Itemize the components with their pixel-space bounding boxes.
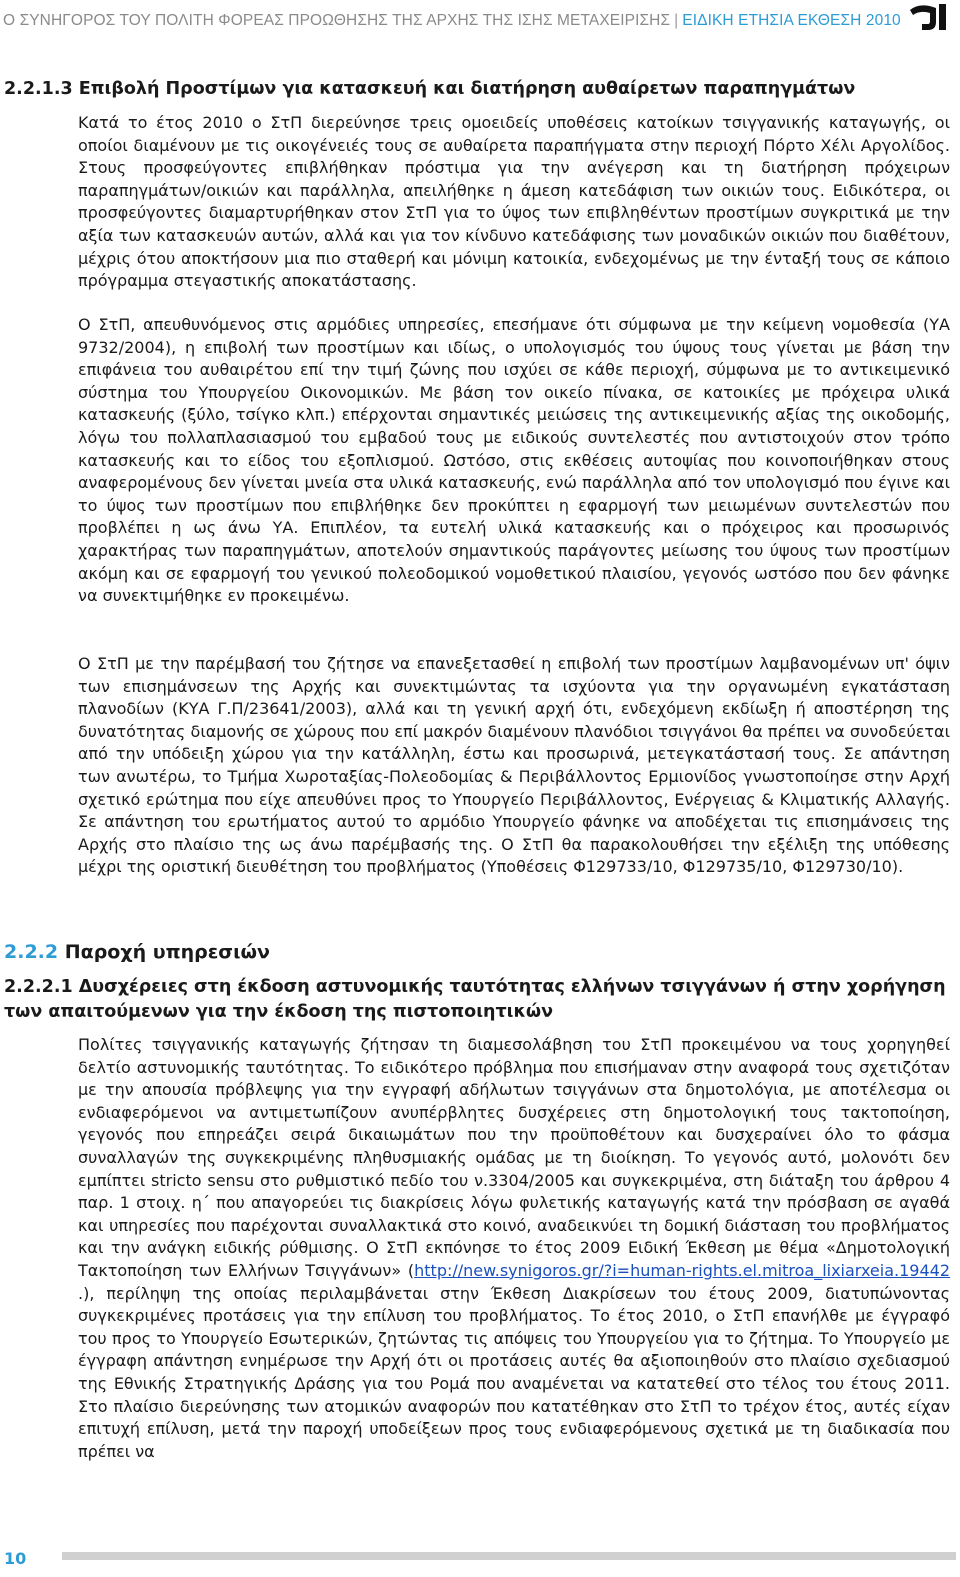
page-number: 10 — [4, 1549, 27, 1568]
paragraph-text — [78, 1034, 950, 1463]
paragraph-1 — [78, 112, 950, 293]
section-number: 2.2.2 — [4, 941, 59, 963]
text-after-link: .), περίληψη της οποίας περιλαμβάνεται στην Έκθεση Διακρίσεων του έτους 2009, διατυπώνοντας συγκεκριμένες προτάσεις για την επίλυση του προβλήματος. Το έτος 2010, ο ΣτΠ επανήλθε με έγγραφό του προς το Υπουργείο Εσωτερικών, ζητώντας τις απόψεις του Υπουργείου για το ζήτημα. Το Υπουργείο με έγγραφη απάντηση ενημέρωσε την Αρχή ότι οι προτάσεις αυτές θα αξιοποιηθούν στο πλαίσιο σχεδιασμού της Εθνικής Στρατηγικής Δράσης για του Ρομά που αναμένεται να κατατεθεί στο τέλος του έτους 2011. Στο πλαίσιο διερεύνησης των ατομικών αναφορών που κατατέθηκαν στο ΣτΠ το τρέχον έτος, αυτές είχαν επιτυχή επίλυση, μετά την παροχή υποδείξεων προς τους ενδιαφερόμενους σχετικά με τη διαδικασία που πρέπει να — [78, 1283, 950, 1461]
header-report-title: ΕΙΔΙΚΗ ΕΤΗΣΙΑ ΕΚΘΕΣΗ 2010 — [682, 12, 901, 29]
header-organization: Ο ΣΥΝΗΓΟΡΟΣ ΤΟΥ ΠΟΛΙΤΗ ΦΟΡΕΑΣ ΠΡΟΩΘΗΣΗΣ ΤΗΣ ΑΡΧΗΣ ΤΗΣ ΙΣΗΣ ΜΕΤΑΧΕΙΡΙΣΗΣ — [3, 12, 671, 29]
paragraph-text: Ο ΣτΠ, απευθυνόμενος στις αρμόδιες υπηρεσίες, επεσήμανε ότι σύμφωνα με την κείμενη νομοθεσία (ΥΑ 9732/2004), η επιβολή των προστίμων και ιδίως, ο υπολογισμός του ύψους τους γίνεται με βάση την επιφάνεια του αυθαιρέτου επί την τιμή ζώνης που ισχύει σε κάθε περιοχή, σύμφωνα με το αντικειμενικό σύστημα του Υπουργείου Οικονομικών. Με βάση τον οικείο πίνακα, σε κατοικίες με πρόχειρα υλικά κατασκευής (ξύλο, τσίγκο κλπ.) επέρχονται σημαντικές μειώσεις της αντικειμενικής αξίας της οικοδομής, λόγω του πολλαπλασιασμού του εμβαδού τους με ειδικούς συντελεστές που αντιστοιχούν στον τρόπο κατασκευής και το είδος του εξοπλισμού. Ωστόσο, στις εκθέσεις αυτοψίας που κοινοποιήθηκαν στους αναφερομένους δεν γίνεται μνεία στα υλικά κατασκευής, ενώ παράλληλα από τον υπολογισμό που έγινε και το ύψος των προστίμων που επιβλήθηκε δεν προκύπτει η εφαρμογή των μειωμένων συντελεστών που προβλέπει η ως άνω ΥΑ. Επιπλέον, τα ευτελή υλικά κατασκευής και ο πρόχειρος και προσωρινός χαρακτήρας των παραπηγμάτων, αποτελούν σημαντικούς παράγοντες μείωσης του ύψους των προστίμων ακόμη και σε εφαρμογή του γενικού πολεοδομικού νομοθετικού πλαισίου, γεγονός ωστόσο που δεν φάνηκε να συνεκτιμήθηκε εν προκειμένω. — [78, 315, 950, 606]
paragraph-text: Ο ΣτΠ με την παρέμβασή του ζήτησε να επανεξετασθεί η επιβολή των προστίμων λαμβανομένων υπ' όψιν των επισημάνσεων της Αρχής και συνεκτιμώντας τα ισχύοντα για την οργανωμένη εγκατάσταση πλανοδίων (ΚΥΑ Γ.Π/23641/2003), αλλά και τη γενική αρχή ότι, ενδεχόμενη εκδίωξη ή αποστέρηση της δυνατότητας διαμονής σε χώρους που επί μακρόν διαμένουν πλανόδιοι τσιγγάνοι θα πρέπει να συνοδεύεται από την υπόδειξη χώρου για την κατάλληλη, έστω και προσωρινά, μετεγκατάστασή τους. Σε απάντηση των ανωτέρω, το Τμήμα Χωροταξίας-Πολεοδομίας & Περιβάλλοντος Ερμιονίδος γνωστοποίησε στην Αρχή σχετικό ερώτημα που είχε απευθύνει προς το Υπουργείο Περιβάλλοντος, Ενέργειας & Κλιματικής Αλλαγής. Σε απάντηση του ερωτήματος αυτού το αρμόδιο Υπουργείο φάνηκε να αποδέχεται τις επισημάνσεις της Αρχής στο πλαίσιο της ως άνω παρέμβασής της. Ο ΣτΠ θα παρακολουθήσει την εξέλιξη της υπόθεσης μέχρι της οριστική διευθέτηση του προβλήματος (Υποθέσεις Φ129733/10, Φ129735/10, Φ129730/10). — [78, 654, 950, 877]
report-link[interactable]: http://new.synigoros.gr/?i=human-rights.el.mitroa_lixiarxeia.19442 — [414, 1260, 950, 1280]
footer-divider — [62, 1552, 956, 1560]
running-header — [3, 12, 903, 36]
paragraph-text: Κατά το έτος 2010 ο ΣτΠ διερεύνησε τρεις ομοειδείς υποθέσεις κατοίκων τσιγγανικής καταγωγής, οι οποίοι διαμένουν με τις οικογένειές τους σε αυθαίρετα παραπήγματα στην περιοχή Πόρτο Χέλι Αργολίδος. Στους προσφεύγοντες επιβλήθηκαν πρόστιμα για την ανέγερση και τη διατήρηση πρόχειρων παραπηγμάτων/οικιών και παράλληλα, απειλήθηκε η άμεση κατεδάφιση των οικιών τους. Ειδικότερα, οι προσφεύγοντες διαμαρτυρήθηκαν στον ΣτΠ για το ύψος των επιβληθέντων προστίμων συγκριτικά με την αξία των κατασκευών αυτών, αλλά και για τον κίνδυνο κατεδάφισης των μοναδικών οικιών που διαθέτουν, μέχρις ότου αποκτήσουν μια πιο σταθερή και μόνιμη κατοικία, ενδεχομένως με την ένταξή τους σε κάποιο πρόγραμμα στεγαστικής αποκατάστασης. — [78, 113, 950, 291]
ombudsman-logo-icon — [906, 2, 950, 32]
text-before-link: Πολίτες τσιγγανικής καταγωγής ζήτησαν τη διαμεσολάβηση του ΣτΠ προκειμένου να τους χορηγηθεί δελτίο αστυνομικής ταυτότητας. Το ειδικότερο πρόβλημα που επισήμαναν στην αναφορά τους σχετιζόταν με την απουσία πρόβλεψης για την εγγραφή αδήλωτων τσιγγάνων στα δημοτολόγια, με αποτέλεσμα οι ενδιαφερόμενοι να αντιμετωπίζουν ανυπέρβλητες δυσχέρειες στη δημοτολογική τους τακτοποίηση, γεγονός που επηρεάζει σειρά δικαιωμάτων που την προϋποθέτουν και δυσχεραίνει όλο το φάσμα συναλλαγών της συγκεκριμένης πληθυσμιακής ομάδας με τη διοίκηση. Το γεγονός αυτό, μολονότι δεν εμπίπτει stricto sensu στο ρυθμιστικό πεδίο του ν.3304/2005 και συγκεκριμένα, στη διάταξη του άρθρου 4 παρ. 1 στοιχ. η΄ που απαγορεύει τις διακρίσεις λόγω φυλετικής καταγωγής κατά την πρόσβαση σε αγαθά και υπηρεσίες που παρέχονται συναλλακτικά στο κοινό, αναδεικνύει τη δομική διάσταση του προβλήματος και την ανάγκη ειδικής ρύθμισης. Ο ΣτΠ εκπόνησε το έτος 2009 Ειδική Έκθεση με θέμα «Δημοτολογική Τακτοποίηση των Ελλήνων Τσιγγάνων» ( — [78, 1035, 950, 1280]
section-title: Παροχή υπηρεσιών — [64, 941, 270, 963]
section-heading-2-2-2-1: 2.2.2.1 Δυσχέρειες στη έκδοση αστυνομικής ταυτότητας ελλήνων τσιγγάνων ή στην χορήγηση των απαιτούμενων για την έκδοση της πιστοποιητικών — [4, 977, 946, 1022]
paragraph-2 — [78, 314, 950, 608]
section-heading-2-2-2 — [4, 941, 270, 963]
paragraph-4 — [78, 1034, 950, 1463]
section-heading-2-2-1-3: 2.2.1.3 Επιβολή Προστίμων για κατασκευή και διατήρηση αυθαίρετων παραπηγμάτων — [4, 79, 856, 99]
header-separator: | — [674, 12, 679, 29]
paragraph-3 — [78, 653, 950, 879]
